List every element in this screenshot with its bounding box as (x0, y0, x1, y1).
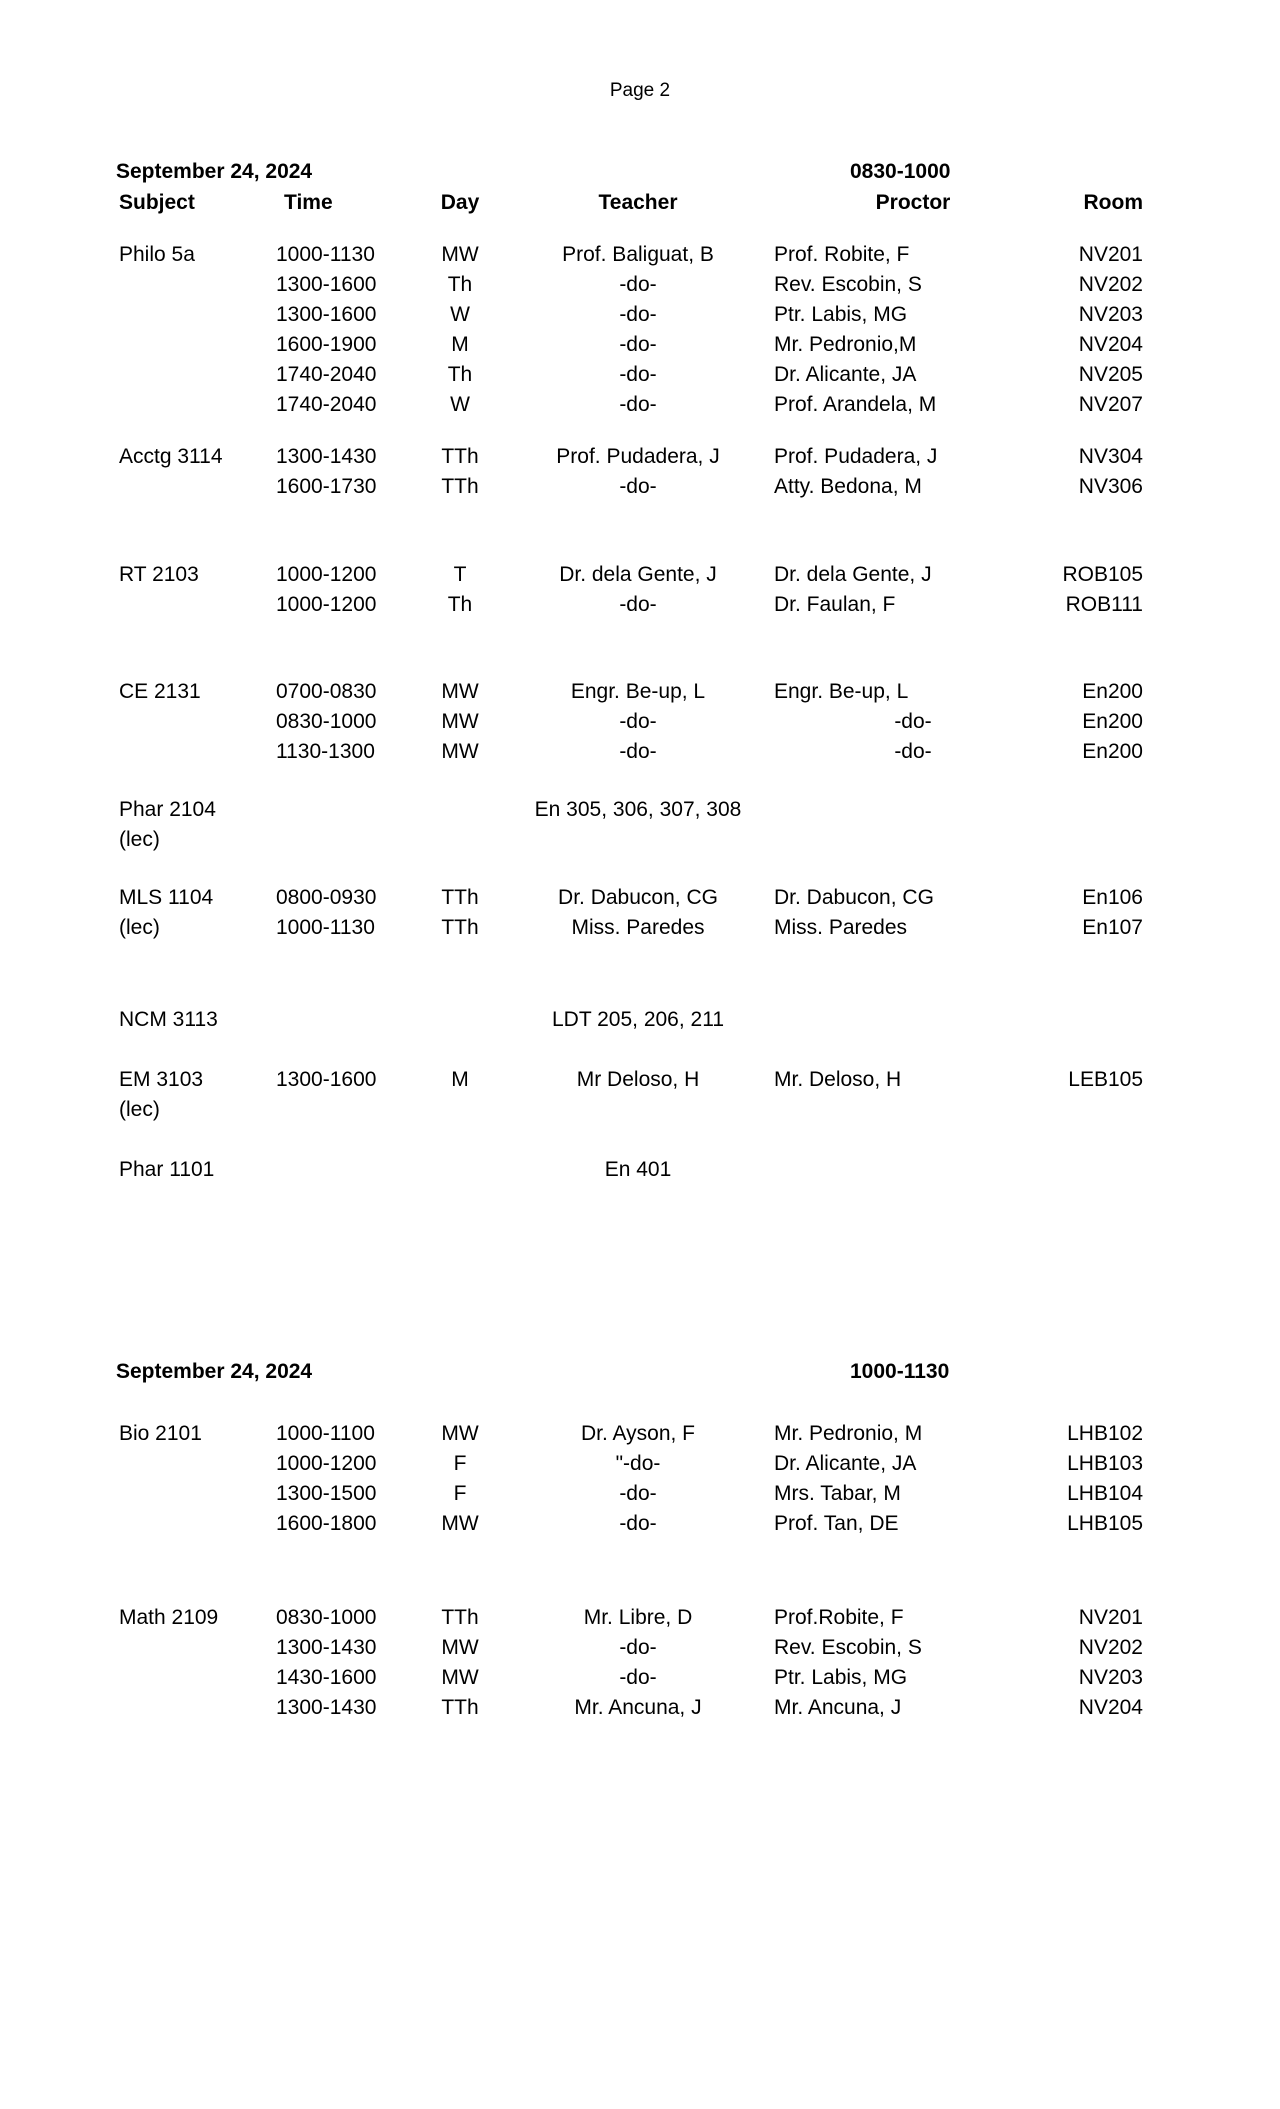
cell-teacher: Mr. Ancuna, J (574, 1696, 702, 1719)
schedule-row (0, 442, 1280, 472)
cell-subject: CE 2131 (119, 680, 201, 703)
cell-teacher: -do- (619, 393, 657, 416)
cell-room: NV204 (1078, 333, 1143, 356)
cell-room: NV203 (1078, 1666, 1143, 1689)
cell-room: NV202 (1078, 1636, 1143, 1659)
cell-proctor: Dr. dela Gente, J (774, 563, 932, 586)
cell-day: TTh (441, 916, 479, 939)
cell-room: LEB105 (1068, 1068, 1143, 1091)
cell-day: MW (441, 1636, 479, 1659)
cell-room: NV306 (1078, 475, 1143, 498)
cell-day: Th (447, 363, 473, 386)
cell-teacher: Mr Deloso, H (576, 1068, 700, 1091)
cell-time: 1300-1600 (276, 303, 377, 326)
cell-time: 0800-0930 (276, 886, 377, 909)
cell-proctor: Rev. Escobin, S (774, 273, 922, 296)
schedule-row (0, 1509, 1280, 1539)
session-date: September 24, 2024 (116, 1360, 313, 1383)
cell-time: 0700-0830 (276, 680, 377, 703)
cell-time: 1130-1300 (276, 740, 375, 763)
col-header-teacher: Teacher (598, 191, 678, 214)
schedule-block-ce-2131 (0, 677, 1280, 767)
cell-time: 1000-1200 (276, 593, 377, 616)
cell-teacher: En 305, 306, 307, 308 (534, 798, 742, 821)
cell-proctor: -do- (894, 740, 932, 763)
cell-time: 1600-1730 (276, 475, 377, 498)
schedule-row (0, 360, 1280, 390)
cell-proctor: Mr. Ancuna, J (774, 1696, 902, 1719)
cell-teacher: Engr. Be-up, L (570, 680, 706, 703)
cell-day: W (450, 393, 470, 416)
cell-subject: Philo 5a (119, 243, 195, 266)
cell-time: 1600-1800 (276, 1512, 377, 1535)
cell-room: NV202 (1078, 273, 1143, 296)
schedule-row (0, 590, 1280, 620)
cell-proctor: Dr. Faulan, F (774, 593, 896, 616)
cell-day: TTh (441, 1696, 479, 1719)
session-1-header (0, 157, 1280, 187)
col-header-room: Room (1083, 191, 1143, 214)
cell-room: NV203 (1078, 303, 1143, 326)
schedule-row (0, 1005, 1280, 1035)
cell-time: 1000-1130 (276, 916, 375, 939)
cell-teacher: Dr. Dabucon, CG (558, 886, 718, 909)
cell-time: 1740-2040 (276, 393, 377, 416)
cell-proctor: Prof. Arandela, M (774, 393, 937, 416)
cell-teacher: -do- (619, 273, 657, 296)
cell-proctor: Ptr. Labis, MG (774, 303, 908, 326)
schedule-row (0, 707, 1280, 737)
cell-subject: Bio 2101 (119, 1422, 202, 1445)
schedule-row (0, 1603, 1280, 1633)
cell-proctor: Prof. Robite, F (774, 243, 910, 266)
cell-day: MW (441, 740, 479, 763)
cell-room: LHB103 (1067, 1452, 1143, 1475)
cell-teacher: -do- (619, 593, 657, 616)
cell-teacher: Dr. dela Gente, J (559, 563, 717, 586)
cell-day: MW (441, 243, 479, 266)
cell-room: ROB111 (1065, 593, 1143, 616)
cell-subject: (lec) (119, 828, 160, 851)
cell-day: Th (447, 273, 473, 296)
cell-time: 1300-1600 (276, 1068, 377, 1091)
schedule-block-phar-1101 (0, 1155, 1280, 1185)
cell-room: En106 (1082, 886, 1143, 909)
cell-time: 1300-1500 (276, 1482, 377, 1505)
schedule-row (0, 330, 1280, 360)
cell-room: En200 (1082, 680, 1143, 703)
cell-teacher: -do- (619, 363, 657, 386)
cell-day: MW (441, 1512, 479, 1535)
schedule-row (0, 1663, 1280, 1693)
cell-day: Th (447, 593, 473, 616)
cell-day: F (453, 1482, 467, 1505)
col-header-proctor: Proctor (875, 191, 951, 214)
cell-teacher: -do- (619, 1512, 657, 1535)
cell-proctor: Engr. Be-up, L (774, 680, 909, 703)
schedule-row (0, 1633, 1280, 1663)
cell-proctor: Prof. Tan, DE (774, 1512, 899, 1535)
cell-teacher: Miss. Paredes (571, 916, 705, 939)
schedule-row (0, 825, 1280, 855)
schedule-row (0, 560, 1280, 590)
cell-proctor: Dr. Dabucon, CG (774, 886, 934, 909)
session-date: September 24, 2024 (116, 160, 313, 183)
cell-room: LHB104 (1067, 1482, 1143, 1505)
schedule-row (0, 913, 1280, 943)
cell-day: MW (441, 710, 479, 733)
cell-time: 1300-1430 (276, 445, 377, 468)
cell-room: En200 (1082, 710, 1143, 733)
schedule-block-bio-2101 (0, 1419, 1280, 1539)
cell-proctor: Rev. Escobin, S (774, 1636, 922, 1659)
cell-teacher: Prof. Baliguat, B (562, 243, 714, 266)
schedule-row (0, 240, 1280, 270)
schedule-row (0, 390, 1280, 420)
schedule-row (0, 1693, 1280, 1723)
cell-day: M (451, 333, 469, 356)
cell-time: 1740-2040 (276, 363, 377, 386)
schedule-row (0, 1419, 1280, 1449)
cell-teacher: -do- (619, 303, 657, 326)
col-header-subject: Subject (119, 191, 195, 214)
cell-room: NV205 (1078, 363, 1143, 386)
schedule-row (0, 1095, 1280, 1125)
cell-subject: Math 2109 (119, 1606, 219, 1629)
schedule-row (0, 270, 1280, 300)
schedule-row (0, 883, 1280, 913)
schedule-row (0, 1155, 1280, 1185)
cell-time: 1000-1130 (276, 243, 375, 266)
cell-time: 1300-1600 (276, 273, 377, 296)
cell-subject: Acctg 3114 (119, 445, 223, 468)
cell-teacher: -do- (619, 1636, 657, 1659)
cell-time: 0830-1000 (276, 1606, 377, 1629)
cell-time: 1000-1200 (276, 1452, 377, 1475)
cell-teacher: -do- (619, 740, 657, 763)
cell-subject: (lec) (119, 916, 160, 939)
cell-day: TTh (441, 1606, 479, 1629)
cell-room: LHB105 (1067, 1512, 1143, 1535)
cell-room: ROB105 (1062, 563, 1143, 586)
cell-proctor: Mr. Pedronio,M (774, 333, 917, 356)
cell-teacher: -do- (619, 1666, 657, 1689)
schedule-row (0, 1449, 1280, 1479)
page-number: Page 2 (609, 80, 671, 101)
cell-day: TTh (441, 475, 479, 498)
schedule-block-acctg-3114 (0, 442, 1280, 502)
cell-teacher: LDT 205, 206, 211 (551, 1008, 725, 1031)
cell-proctor: Mr. Pedronio, M (774, 1422, 923, 1445)
cell-proctor: Mr. Deloso, H (774, 1068, 902, 1091)
cell-teacher: En 401 (604, 1158, 672, 1181)
cell-subject: Phar 1101 (119, 1158, 215, 1181)
cell-day: MW (441, 680, 479, 703)
cell-proctor: Dr. Alicante, JA (774, 1452, 917, 1475)
cell-proctor: Dr. Alicante, JA (774, 363, 917, 386)
cell-teacher: -do- (619, 1482, 657, 1505)
schedule-block-phar-2104 (0, 795, 1280, 855)
cell-proctor: Prof.Robite, F (774, 1606, 904, 1629)
cell-room: NV204 (1078, 1696, 1143, 1719)
cell-day: TTh (441, 445, 479, 468)
cell-teacher: "-do- (615, 1452, 661, 1475)
session-2-header (0, 1357, 1280, 1387)
column-header-row (0, 188, 1280, 218)
cell-room: En200 (1082, 740, 1143, 763)
col-header-day: Day (440, 191, 480, 214)
cell-proctor: Ptr. Labis, MG (774, 1666, 908, 1689)
cell-subject: NCM 3113 (119, 1008, 218, 1031)
cell-room: En107 (1082, 916, 1143, 939)
cell-subject: (lec) (119, 1098, 160, 1121)
cell-proctor: Mrs. Tabar, M (774, 1482, 901, 1505)
cell-time: 0830-1000 (276, 710, 377, 733)
schedule-block-rt-2103 (0, 560, 1280, 620)
cell-teacher: -do- (619, 710, 657, 733)
session-time-slot: 1000-1130 (850, 1360, 950, 1383)
session-time-slot: 0830-1000 (850, 160, 951, 183)
schedule-row (0, 795, 1280, 825)
cell-teacher: Dr. Ayson, F (581, 1422, 695, 1445)
schedule-block-philo-5a (0, 240, 1280, 420)
cell-room: LHB102 (1067, 1422, 1143, 1445)
schedule-block-math-2109 (0, 1603, 1280, 1723)
cell-proctor: Miss. Paredes (774, 916, 908, 939)
cell-subject: RT 2103 (119, 563, 199, 586)
cell-room: NV304 (1078, 445, 1143, 468)
cell-subject: MLS 1104 (119, 886, 214, 909)
schedule-block-ncm-3113 (0, 1005, 1280, 1035)
cell-room: NV201 (1078, 243, 1143, 266)
schedule-block-mls-1104 (0, 883, 1280, 943)
cell-room: NV207 (1078, 393, 1143, 416)
cell-teacher: Mr. Libre, D (583, 1606, 693, 1629)
cell-day: W (450, 303, 470, 326)
cell-day: M (451, 1068, 469, 1091)
schedule-row (0, 737, 1280, 767)
cell-time: 1300-1430 (276, 1696, 377, 1719)
cell-teacher: Prof. Pudadera, J (556, 445, 720, 468)
schedule-row (0, 1479, 1280, 1509)
cell-day: TTh (441, 886, 479, 909)
cell-day: F (453, 1452, 467, 1475)
cell-subject: Phar 2104 (119, 798, 216, 821)
cell-subject: EM 3103 (119, 1068, 204, 1091)
cell-time: 1300-1430 (276, 1636, 377, 1659)
schedule-row (0, 1065, 1280, 1095)
cell-proctor: Atty. Bedona, M (774, 475, 922, 498)
schedule-row (0, 472, 1280, 502)
cell-proctor: Prof. Pudadera, J (774, 445, 938, 468)
schedule-row (0, 677, 1280, 707)
cell-day: T (453, 563, 467, 586)
cell-day: MW (441, 1666, 479, 1689)
cell-room: NV201 (1078, 1606, 1143, 1629)
cell-time: 1000-1100 (276, 1422, 375, 1445)
cell-time: 1600-1900 (276, 333, 377, 356)
cell-time: 1000-1200 (276, 563, 377, 586)
cell-teacher: -do- (619, 333, 657, 356)
cell-teacher: -do- (619, 475, 657, 498)
cell-proctor: -do- (894, 710, 932, 733)
cell-time: 1430-1600 (276, 1666, 377, 1689)
cell-day: MW (441, 1422, 479, 1445)
schedule-block-em-3103 (0, 1065, 1280, 1125)
schedule-row (0, 300, 1280, 330)
col-header-time: Time (284, 191, 333, 214)
